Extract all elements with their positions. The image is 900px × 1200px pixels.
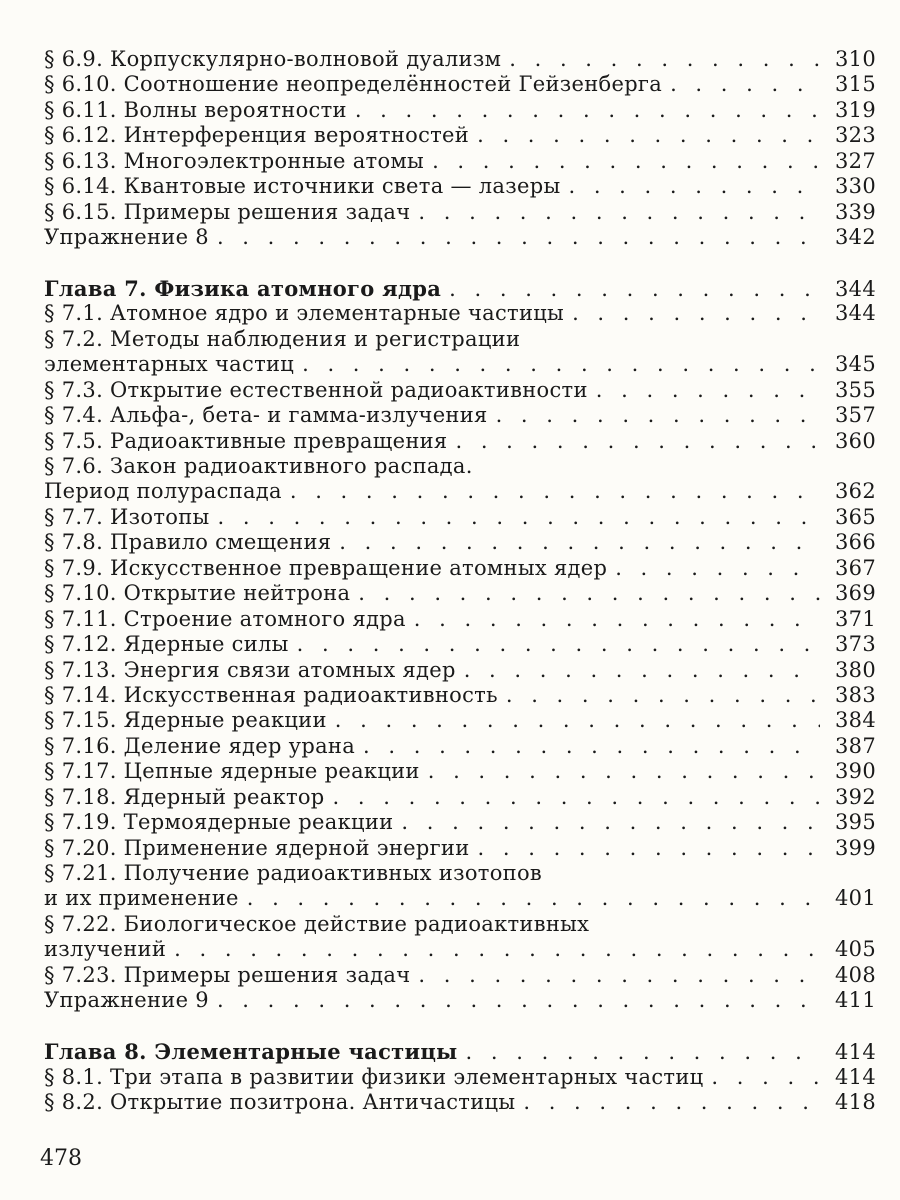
dot-leader: [478, 836, 820, 861]
entry-title: § 7.7. Изотопы: [44, 504, 210, 529]
entry-title: § 7.12. Ядерные силы: [44, 632, 289, 657]
toc-entry: [44, 72, 876, 97]
toc-entry: [44, 1065, 876, 1090]
section-gap: [44, 1014, 876, 1039]
dot-leader: [523, 1090, 820, 1115]
entry-page-number: 327: [835, 148, 876, 173]
entry-title: § 6.11. Волны вероятности: [44, 97, 347, 122]
entry-title: и их применение: [44, 886, 239, 911]
toc-entry: [44, 403, 876, 428]
entry-page-number: 405: [835, 937, 876, 962]
dot-leader: [568, 174, 820, 199]
dot-leader: [339, 530, 820, 555]
toc-entry: [44, 123, 876, 148]
entry-page-number: 383: [835, 682, 876, 707]
entry-page-number: 411: [835, 988, 876, 1013]
entry-title: § 7.9. Искусственное превращение атомных ядер: [44, 555, 608, 580]
toc-entry: [44, 886, 876, 911]
toc-entry: [44, 301, 876, 326]
toc-entry: [44, 479, 876, 504]
toc-entry: [44, 429, 876, 454]
toc-entry: [44, 556, 876, 581]
dot-leader: [401, 810, 820, 835]
entry-page-number: 414: [835, 1064, 876, 1089]
entry-page-number: 387: [835, 733, 876, 758]
entry-page-number: 315: [835, 72, 876, 97]
entry-title: § 7.6. Закон радиоактивного распада.: [44, 454, 473, 478]
toc-entry: [44, 912, 876, 937]
entry-title: § 7.23. Примеры решения задач: [44, 962, 411, 987]
dot-leader: [302, 352, 820, 377]
entry-title: § 6.15. Примеры решения задач: [44, 199, 411, 224]
entry-title: излучений: [44, 937, 167, 962]
entry-page-number: 342: [835, 225, 876, 250]
chapter-heading: [44, 1039, 876, 1064]
toc-entry: [44, 708, 876, 733]
dot-leader: [355, 98, 820, 123]
entry-page-number: 339: [835, 199, 876, 224]
entry-page-number: 319: [835, 97, 876, 122]
dot-leader: [455, 429, 820, 454]
entry-page-number: 390: [835, 759, 876, 784]
entry-title: § 7.5. Радиоактивные превращения: [44, 428, 448, 453]
dot-leader: [218, 505, 820, 530]
toc-entry: [44, 454, 876, 479]
dot-leader: [247, 886, 820, 911]
entry-title: § 8.1. Три этапа в развитии физики элементарных частиц: [44, 1064, 704, 1089]
dot-leader: [496, 403, 820, 428]
dot-leader: [335, 708, 820, 733]
toc-entry: [44, 607, 876, 632]
dot-leader: [333, 785, 820, 810]
entry-page-number: 365: [835, 504, 876, 529]
entry-page-number: 344: [835, 276, 876, 301]
entry-page-number: 357: [835, 403, 876, 428]
toc-entry: [44, 658, 876, 683]
dot-leader: [358, 581, 820, 606]
dot-leader: [711, 1065, 820, 1090]
dot-leader: [418, 200, 820, 225]
entry-page-number: 373: [835, 632, 876, 657]
entry-page-number: 371: [835, 606, 876, 631]
entry-title: § 7.11. Строение атомного ядра: [44, 606, 406, 631]
dot-leader: [615, 556, 820, 581]
entry-title: § 7.16. Деление ядер урана: [44, 733, 356, 758]
toc-entry: [44, 734, 876, 759]
dot-leader: [509, 47, 820, 72]
entry-title: § 7.8. Правило смещения: [44, 530, 332, 555]
entry-title: § 7.21. Получение радиоактивных изотопов: [44, 861, 543, 885]
entry-page-number: 323: [835, 123, 876, 148]
toc-entry: [44, 505, 876, 530]
toc-entry: [44, 47, 876, 72]
page-number: 478: [40, 1146, 82, 1171]
entry-page-number: 408: [835, 962, 876, 987]
toc-entry: [44, 174, 876, 199]
dot-leader: [174, 937, 820, 962]
entry-page-number: 310: [835, 47, 876, 71]
section-gap: [44, 251, 876, 276]
toc-entry: [44, 149, 876, 174]
dot-leader: [414, 607, 820, 632]
dot-leader: [466, 1040, 820, 1065]
entry-title: § 6.10. Соотношение неопределённостей Гейзенберга: [44, 72, 663, 97]
dot-leader: [217, 988, 820, 1013]
entry-page-number: 395: [835, 810, 876, 835]
dot-leader: [432, 149, 820, 174]
entry-title: § 7.4. Альфа-, бета- и гамма-излучения: [44, 403, 488, 428]
toc-entry: [44, 352, 876, 377]
entry-page-number: 392: [835, 784, 876, 809]
toc-entry: [44, 225, 876, 250]
toc-entry: [44, 861, 876, 886]
dot-leader: [464, 658, 820, 683]
dot-leader: [449, 277, 820, 302]
entry-title: § 7.22. Биологическое действие радиоактивных: [44, 911, 590, 936]
entry-title: § 6.14. Квантовые источники света — лазеры: [44, 174, 561, 199]
entry-page-number: 380: [835, 657, 876, 682]
toc-entry: [44, 785, 876, 810]
toc-entry: [44, 683, 876, 708]
toc-entry: [44, 937, 876, 962]
dot-leader: [506, 683, 820, 708]
dot-leader: [596, 378, 820, 403]
toc-entry: [44, 530, 876, 555]
entry-page-number: 355: [835, 377, 876, 402]
toc-entry: [44, 988, 876, 1013]
toc-entry: [44, 759, 876, 784]
entry-title: § 6.13. Многоэлектронные атомы: [44, 148, 425, 173]
entry-title: § 6.9. Корпускулярно-волновой дуализм: [44, 47, 502, 71]
toc-entry: [44, 378, 876, 403]
entry-page-number: 399: [835, 835, 876, 860]
entry-title: § 8.2. Открытие позитрона. Античастицы: [44, 1089, 516, 1114]
entry-title: § 7.13. Энергия связи атомных ядер: [44, 657, 456, 682]
entry-title: § 7.14. Искусственная радиоактивность: [44, 682, 498, 707]
toc-entry: [44, 581, 876, 606]
entry-page-number: 360: [835, 428, 876, 453]
entry-page-number: 330: [835, 174, 876, 199]
entry-title: Период полураспада: [44, 479, 282, 504]
dot-leader: [572, 301, 820, 326]
chapter-title: Глава 8. Элементарные частицы: [44, 1039, 458, 1065]
entry-title: § 7.17. Цепные ядерные реакции: [44, 759, 420, 784]
toc-entry: [44, 98, 876, 123]
chapter-heading: [44, 276, 876, 301]
entry-title: § 7.15. Ядерные реакции: [44, 708, 327, 733]
dot-leader: [477, 123, 820, 148]
table-of-contents: [44, 47, 876, 1115]
dot-leader: [428, 759, 820, 784]
entry-title: § 7.1. Атомное ядро и элементарные частицы: [44, 301, 565, 326]
entry-page-number: 345: [835, 352, 876, 377]
toc-entry: [44, 963, 876, 988]
toc-entry: [44, 200, 876, 225]
entry-page-number: 369: [835, 581, 876, 606]
entry-page-number: 366: [835, 530, 876, 555]
toc-entry: [44, 632, 876, 657]
entry-page-number: 418: [835, 1089, 876, 1114]
entry-page-number: 401: [835, 886, 876, 911]
chapter-title: Глава 7. Физика атомного ядра: [44, 275, 442, 301]
entry-page-number: 344: [835, 301, 876, 326]
entry-title: § 7.19. Термоядерные реакции: [44, 810, 394, 835]
entry-title: § 7.20. Применение ядерной энергии: [44, 835, 470, 860]
toc-entry: [44, 1090, 876, 1115]
toc-entry: [44, 327, 876, 352]
toc-entry: [44, 810, 876, 835]
toc-entry: [44, 836, 876, 861]
entry-page-number: 384: [835, 708, 876, 733]
entry-page-number: 367: [835, 555, 876, 580]
dot-leader: [418, 963, 820, 988]
entry-page-number: 414: [835, 1040, 876, 1065]
entry-title: § 7.3. Открытие естественной радиоактивности: [44, 377, 588, 402]
entry-title: Упражнение 9: [44, 988, 209, 1013]
entry-title: § 7.18. Ядерный реактор: [44, 784, 325, 809]
dot-leader: [363, 734, 820, 759]
dot-leader: [297, 632, 820, 657]
entry-title: § 6.12. Интерференция вероятностей: [44, 123, 470, 148]
dot-leader: [670, 72, 820, 97]
dot-leader: [290, 479, 820, 504]
entry-title: элементарных частиц: [44, 352, 295, 377]
entry-title: § 7.10. Открытие нейтрона: [44, 581, 351, 606]
entry-title: § 7.2. Методы наблюдения и регистрации: [44, 326, 521, 351]
dot-leader: [217, 225, 820, 250]
entry-title: Упражнение 8: [44, 225, 209, 250]
entry-page-number: 362: [835, 479, 876, 504]
